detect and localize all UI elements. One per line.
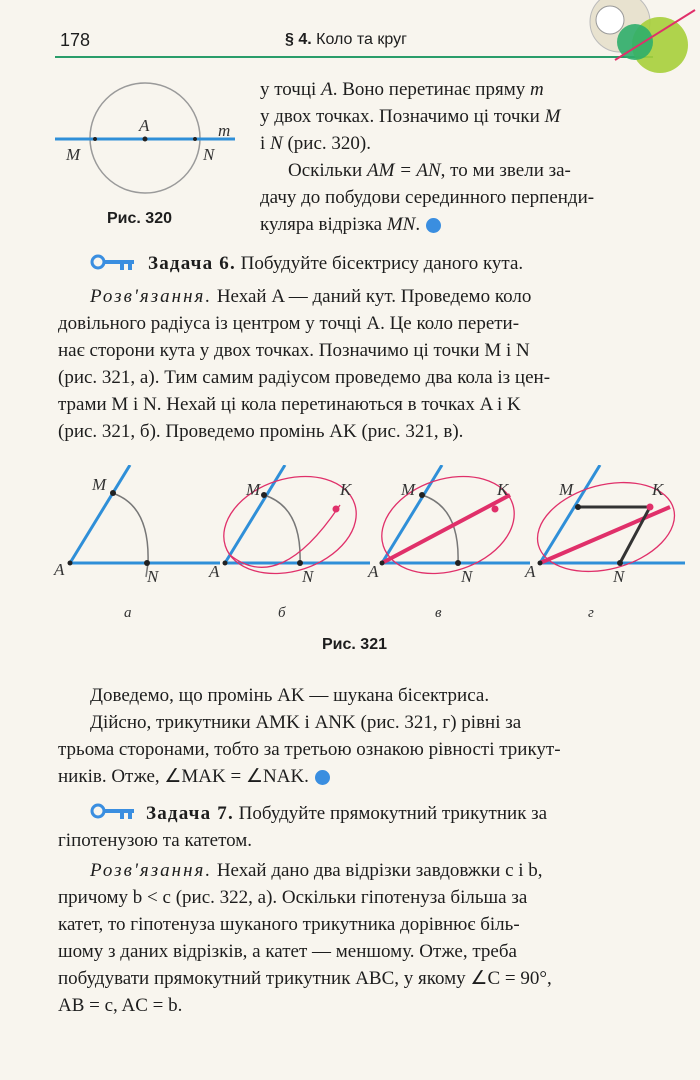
figure-321-caption: Рис. 321 [322,636,387,653]
fig321d-label-M: M [559,480,574,499]
figure-321-panel-a [68,465,221,577]
fig320-label-N: N [203,145,215,164]
end-of-proof-icon [315,770,330,785]
section-title: Коло та круг [316,31,407,48]
fig321-sublabel-b: б [278,605,286,621]
intro-paragraph: у точці A. Воно перетинає пряму m у двох точках. Позначимо ці точки M і N (рис. 320). Оскільки AM = AN, то ми звели за- дачу до побудови серединного перпенди- куляра відрізка MN. [260,79,595,235]
fig320-label-M: M [66,145,81,164]
fig321a-label-N: N [147,567,159,586]
figure-320 [55,80,245,210]
section-header [285,31,407,49]
header-rule [55,56,653,58]
key-icon [90,253,136,271]
fig321b-label-M: M [246,480,261,499]
fig321a-label-A: A [54,560,65,579]
solution-6-paragraph: Розв'язання. Нехай A — даний кут. Проведемо коло довільного радіуса із центром у точці A. Це коло перети- нає сторони кута у двох точках. Позначимо ці точки M і N (рис. 321, а). Тим самим радіусом проведемо два кола із цен- трами M і N. Нехай ці кола перетинаються в точках A і K (рис. 321, б). Проведемо промінь AK (рис. 321, в). [58,286,551,442]
fig321d-label-N: N [613,567,625,586]
task-6: Задача 6. Побудуйте бісектрису даного кута. [148,253,524,274]
figure-321 [50,465,690,625]
proof-paragraph: Доведемо, що промінь AK — шукана бісектриса. Дійсно, трикутники AMK і ANK (рис. 321, г) рівні за трьома сторонами, тобто за третьою ознакою рівності трикут- ників. Отже, ∠MAK = ∠NAK. [58,685,561,787]
fig321b-label-A: A [209,562,220,581]
fig321-sublabel-a: а [124,605,132,621]
fig321c-label-A: A [368,562,379,581]
fig321-sublabel-d: г [588,605,594,621]
fig321d-label-A: A [525,562,536,581]
decorative-circles-icon [575,0,700,75]
fig320-label-A: A [139,116,150,135]
end-of-proof-icon [426,218,441,233]
fig321d-label-K: K [652,480,664,499]
page-number: 178 [60,30,91,50]
figure-320-caption: Рис. 320 [107,210,172,227]
fig321b-label-N: N [302,567,314,586]
fig320-label-m: m [218,121,231,140]
solution-7-paragraph: Розв'язання. Нехай дано два відрізки завдовжки c і b, причому b < c (рис. 322, а). Оскільки гіпотенуза більша за катет, то гіпотенуза шуканого трикутника дорівнює біль- шому з даних відрізків, а катет — меншому. Отже, треба побудувати прямокутний трикутник ABC, у якому ∠C = 90°, AB = c, AC = b. [58,860,552,1016]
fig321c-label-N: N [461,567,473,586]
fig321-sublabel-c: в [435,605,442,621]
fig321b-label-K: K [340,480,352,499]
task-7: Задача 7. Побудуйте прямокутний трикутник за гіпотенузою та катетом. [58,803,548,851]
fig321c-label-M: M [401,480,416,499]
fig321a-label-M: M [92,475,107,494]
fig321c-label-K: K [497,480,509,499]
section-mark: § 4. [285,31,312,48]
